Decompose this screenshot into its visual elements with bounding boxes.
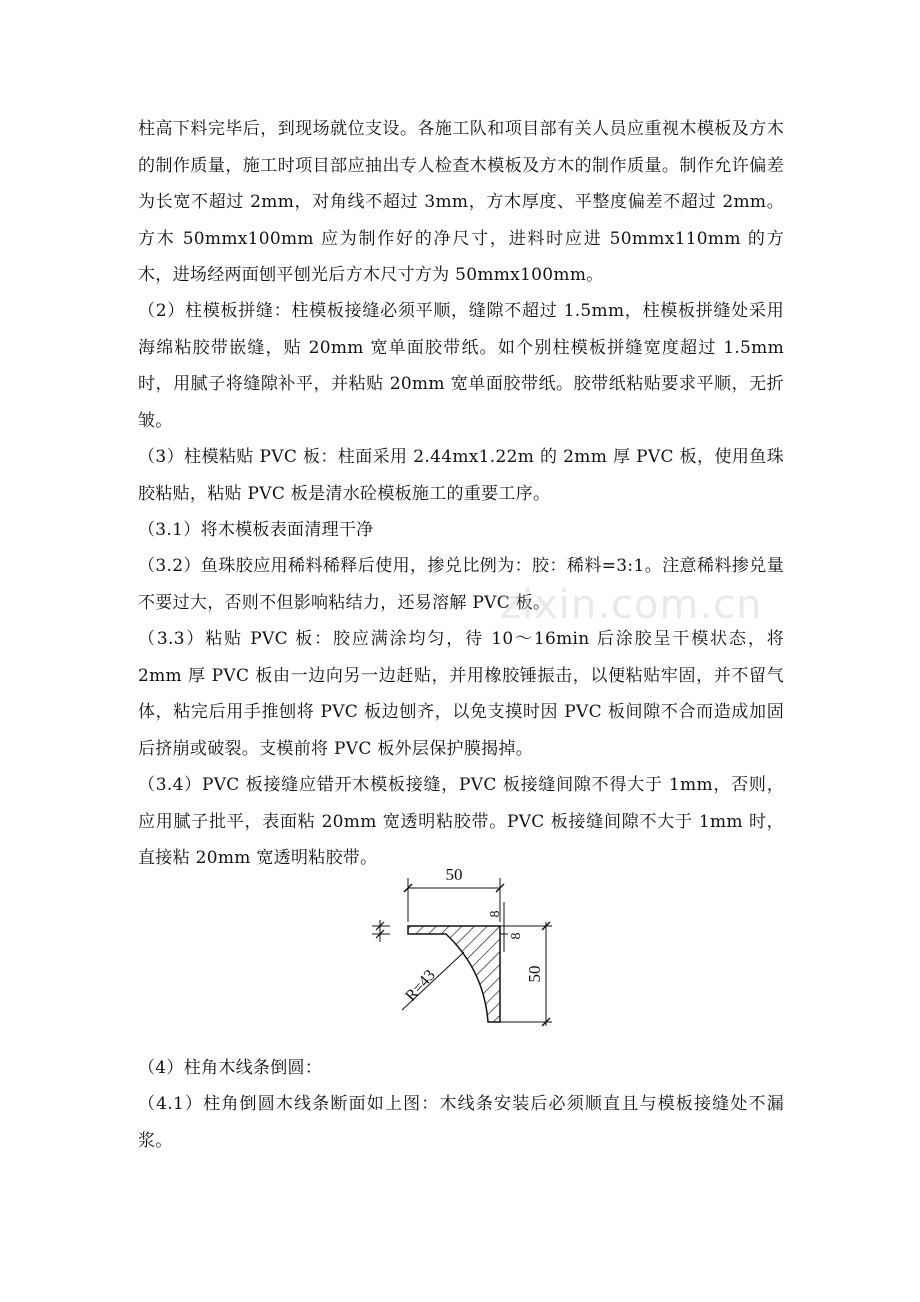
wood-strip-section-diagram xyxy=(360,862,580,1032)
dim-top-label: 50 xyxy=(445,865,463,884)
height-dimension xyxy=(500,922,552,1026)
paragraph-4: （3.1）将木模板表面清理干净 xyxy=(138,520,374,540)
dim-height-label: 50 xyxy=(525,965,544,983)
paragraph-5: （3.2）鱼珠胶应用稀料稀释后使用，掺兑比例为：胶：稀料=3:1。注意稀料掺兑量不要过大，否则不但影响粘结力，还易溶解 PVC 板。 xyxy=(138,556,784,613)
paragraph-3: （3）柱模粘贴 PVC 板：柱面采用 2.44mx1.22m 的 2mm 厚 PVC 板，使用鱼珠胶粘贴，粘贴 PVC 板是清水砼模板施工的重要工序。 xyxy=(138,447,784,504)
paragraph-1: 柱高下料完毕后，到现场就位支设。各施工队和项目部有关人员应重视木模板及方木的制作质量，施工时项目部应抽出专人检查木模板及方木的制作质量。制作允许偏差为长宽不超过 2mm，对角线不超过 3mm，方木厚度、平整度偏差不超过 2mm。方木 50mmx100mm 应为制作好的净尺寸，进料时应进 50mmx110mm 的方木，进场经两面刨平刨光后方木尺寸方为 50mmx100mm。 xyxy=(138,119,784,285)
paragraph-8: （4）柱角木线条倒圆： xyxy=(138,1058,323,1078)
paragraph-2: （2）柱模板拼缝：柱模板接缝必须平顺，缝隙不超过 1.5mm，柱模板拼缝处采用海绵粘胶带嵌缝，贴 20mm 宽单面胶带纸。如个别柱模板拼缝宽度超过 1.5mm 时，用腻子将缝隙补平，并粘贴 20mm 宽单面胶带纸。胶带纸粘贴要求平顺，无折皱。 xyxy=(138,301,784,431)
left-thickness-dimension xyxy=(372,920,390,942)
dim-small-right-label: 8 xyxy=(488,910,503,918)
radius-leader xyxy=(402,952,464,1010)
paragraph-7: （3.4）PVC 板接缝应错开木模板接缝，PVC 板接缝间隙不得大于 1mm，否则，应用腻子批平，表面粘 20mm 宽透明粘胶带。PVC 板接缝间隙不大于 1mm 时，直接粘 20mm 宽透明粘胶带。 xyxy=(138,775,784,868)
paragraph-6: （3.3）粘贴 PVC 板：胶应满涂均匀，待 10～16min 后涂胶呈干模状态，将 2mm 厚 PVC 板由一边向另一边赶贴，并用橡胶锤振击，以便粘贴牢固，并不留气体，粘完后用手推刨将 PVC 板边刨齐，以免支摸时因 PVC 板间隙不合而造成加固后挤崩或破裂。支模前将 PVC 板外层保护膜揭掉。 xyxy=(138,629,784,759)
paragraph-9: （4.1）柱角倒圆木线条断面如上图：木线条安装后必须顺直且与模板接缝处不漏浆。 xyxy=(138,1094,784,1151)
dim-small-left-label: 8 xyxy=(509,932,524,940)
radius-label: R=43 xyxy=(402,966,439,1005)
watermark-text: zixin.com.cn xyxy=(500,582,763,628)
